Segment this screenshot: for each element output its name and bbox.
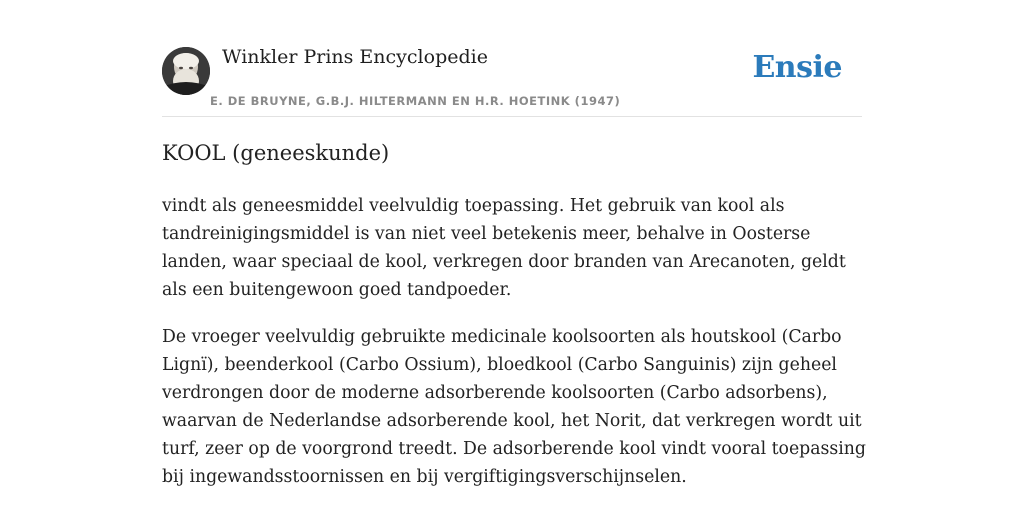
author-avatar[interactable] — [162, 47, 210, 95]
article-title: KOOL (geneeskunde) — [162, 141, 390, 165]
article-paragraph: De vroeger veelvuldig gebruikte medicinale koolsoorten als houtskool (Carbo Lignï), beenderkool (Carbo Ossium), bloedkool (Carbo Sanguinis) zijn geheel verdrongen door de moderne adsorberende koolsoorten (Carbo adsorbens), waarvan de Nederlandse adsorberende kool, het Norit, dat verkregen wordt uit turf, zeer op de voorgrond treedt. De adsorberende kool vindt vooral toepassing bij ingewandsstoornissen en bij vergiftigingsverschijnselen. — [162, 327, 866, 487]
article-paragraph: vindt als geneesmiddel veelvuldig toepassing. Het gebruik van kool als tandreinigingsmiddel is van niet veel betekenis meer, behalve in Oosterse landen, waar speciaal de kool, verkregen door branden van Arecanoten, geldt als een buitengewoon goed tandpoeder. — [162, 196, 846, 300]
site-header — [162, 0, 862, 117]
ensie-logo-link[interactable]: Ensie — [752, 50, 842, 85]
site-title[interactable]: Winkler Prins Encyclopedie — [222, 46, 488, 68]
source-authors: E. DE BRUYNE, G.B.J. HILTERMANN EN H.R. HOETINK (1947) — [210, 94, 621, 108]
article-body — [162, 192, 867, 510]
page-container — [162, 0, 866, 487]
author-portrait-icon — [162, 47, 210, 95]
